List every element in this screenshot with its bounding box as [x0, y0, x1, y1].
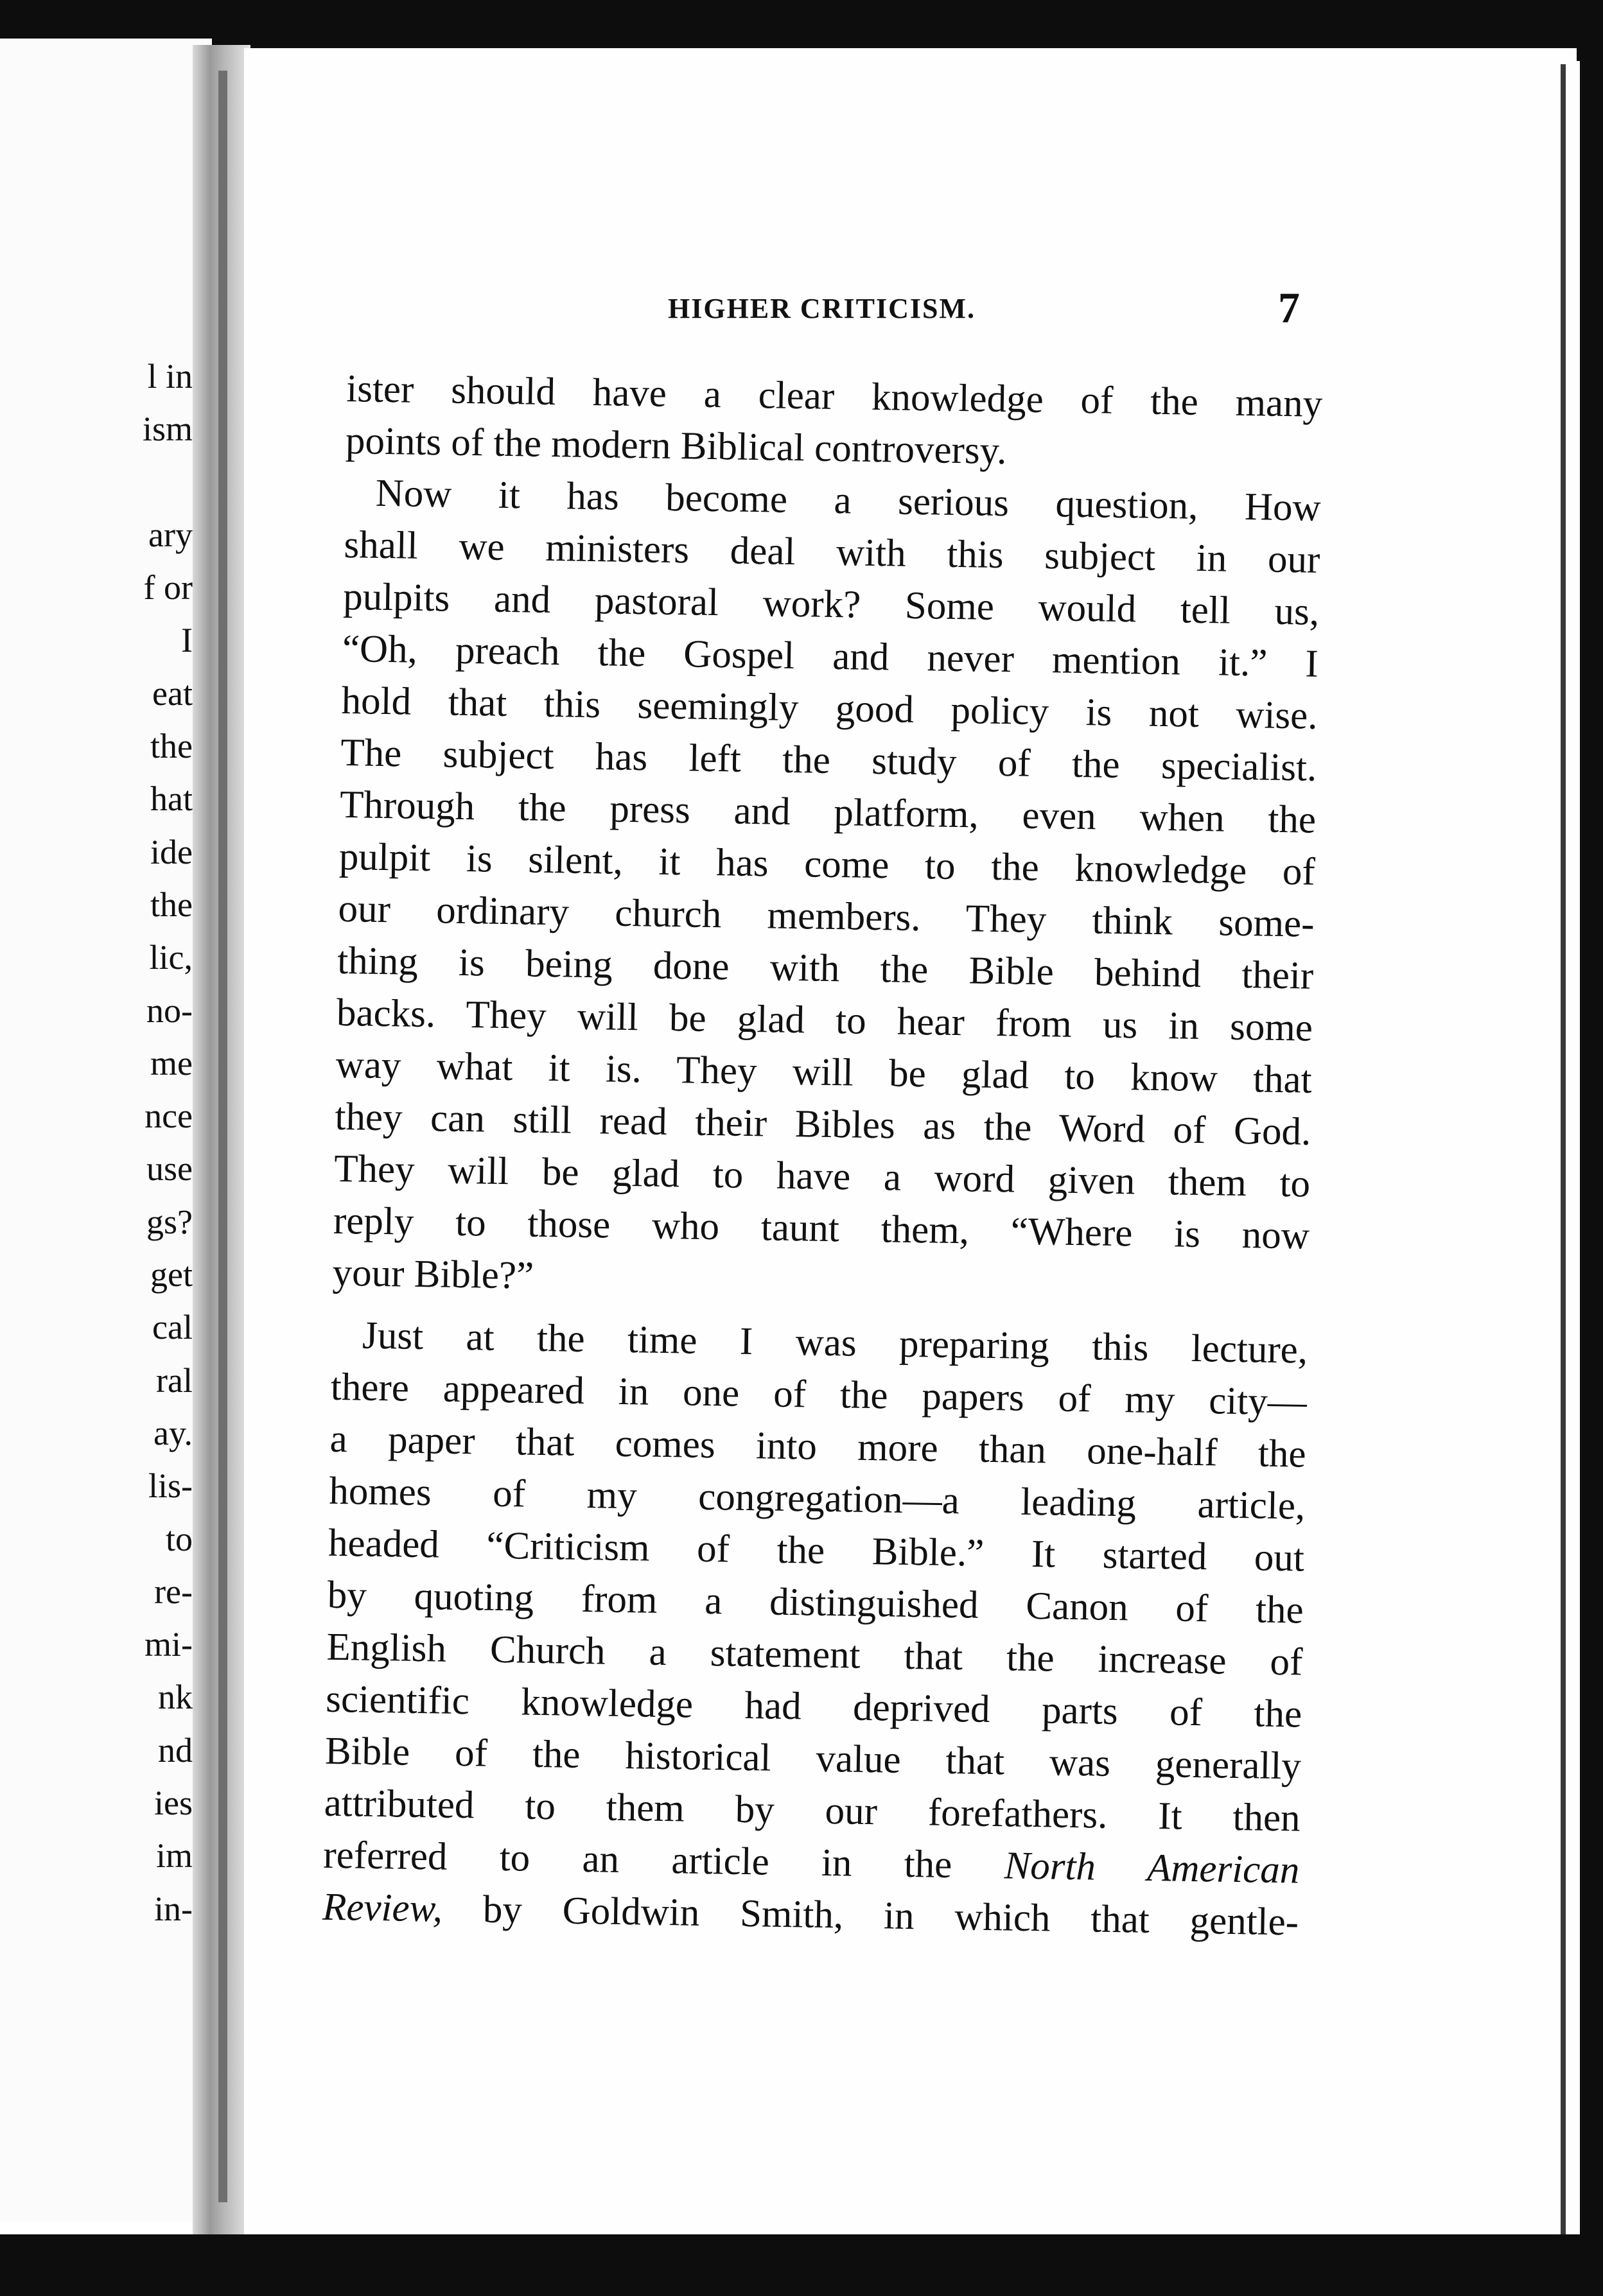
text-line: scientific knowledge had deprived parts of the — [325, 1677, 1302, 1736]
facing-line: lis- — [148, 1466, 193, 1506]
facing-line: cal — [152, 1308, 193, 1347]
facing-line: the — [150, 727, 193, 766]
scan-border-bottom — [0, 2234, 1603, 2296]
facing-line: in- — [154, 1889, 193, 1928]
text-line: a paper that comes into more than one-half the — [329, 1417, 1307, 1476]
journal-title: North American — [1004, 1844, 1300, 1892]
running-head: HIGHER CRITICISM. — [668, 293, 976, 324]
facing-line: I — [181, 621, 193, 660]
text-line: way what it is. They will be glad to know that — [335, 1043, 1313, 1102]
page-number: 7 — [1278, 283, 1300, 332]
text-line: hold that this seemingly good policy is not wise. — [341, 679, 1318, 738]
text-line: reply to those who taunt them, “Where is now — [333, 1199, 1310, 1258]
facing-line: no- — [146, 991, 193, 1030]
scan-border-right — [1580, 0, 1603, 2296]
facing-line: eat — [152, 674, 193, 713]
text-line: homes of my congregation—a leading article, — [328, 1469, 1306, 1528]
text-line: “Oh, preach the Gospel and never mention it.” I — [342, 627, 1319, 686]
paragraph-start-line: Now it has become a serious question, How — [375, 471, 1322, 530]
facing-line: me — [150, 1043, 193, 1083]
text-line: our ordinary church members. They think some- — [338, 887, 1315, 946]
facing-line: nk — [158, 1678, 193, 1717]
facing-line: lic, — [149, 938, 193, 977]
text-line: English Church a statement that the increase of — [326, 1625, 1303, 1684]
facing-line: hat — [150, 779, 193, 819]
text-line: by quoting from a distinguished Canon of the — [327, 1573, 1304, 1632]
text-segment: by Goldwin Smith, in which that gentle- — [482, 1888, 1299, 1944]
facing-line: ary — [148, 515, 193, 554]
facing-line: ies — [154, 1784, 193, 1823]
facing-line: ism — [142, 410, 193, 449]
facing-line: ide — [150, 832, 193, 871]
text-line: pulpits and pastoral work? Some would tell us, — [342, 575, 1320, 634]
facing-line: l in — [147, 357, 193, 396]
facing-line: to — [165, 1519, 193, 1558]
facing-line: ay. — [153, 1413, 193, 1452]
facing-line: the — [150, 885, 193, 924]
gutter-shadow — [218, 71, 227, 2202]
facing-line: re- — [154, 1572, 193, 1611]
paragraph-start-line: Just at the time I was preparing this lecture, — [362, 1314, 1308, 1372]
text-line: they can still read their Bibles as the Word of God. — [335, 1095, 1311, 1154]
text-line: thing is being done with the Bible behind their — [337, 939, 1314, 998]
facing-line: use — [146, 1149, 193, 1188]
facing-line: get — [150, 1255, 193, 1294]
text-line: headed “Criticism of the Bible.” It started out — [328, 1521, 1305, 1580]
text-line: there appeared in one of the papers of my city— — [330, 1365, 1308, 1424]
facing-line: nd — [158, 1730, 193, 1770]
text-line: shall we ministers deal with this subject in our — [344, 523, 1320, 582]
facing-line: gs? — [146, 1202, 193, 1241]
text-line: points of the modern Biblical controversy. — [345, 419, 1007, 473]
facing-line: nce — [145, 1097, 193, 1136]
text-line: The subject has left the study of the specialist. — [340, 731, 1317, 790]
facing-line: f or — [143, 568, 193, 607]
text-line: attributed to them by our forefathers. It then — [324, 1781, 1301, 1840]
text-line: your Bible?” — [332, 1251, 534, 1298]
text-line: Through the press and platform, even when the — [339, 783, 1317, 842]
text-line: ister should have a clear knowledge of the many — [346, 367, 1323, 426]
text-line: Bible of the historical value that was generally — [324, 1729, 1302, 1788]
facing-line: mi- — [145, 1625, 193, 1664]
body-text — [322, 363, 1323, 1949]
text-line: They will be glad to have a word given them to — [333, 1147, 1311, 1206]
text-line: backs. They will be glad to hear from us in some — [336, 991, 1313, 1050]
journal-title: Review, — [322, 1885, 443, 1931]
facing-line: im — [155, 1836, 193, 1875]
facing-line — [0, 456, 193, 509]
page-edge — [1561, 64, 1566, 2234]
facing-page-text — [0, 350, 193, 1935]
text-line: pulpit is silent, it has come to the knowledge of — [338, 835, 1316, 894]
facing-line: ral — [156, 1361, 193, 1400]
text-segment: referred to an article in the — [322, 1833, 952, 1887]
